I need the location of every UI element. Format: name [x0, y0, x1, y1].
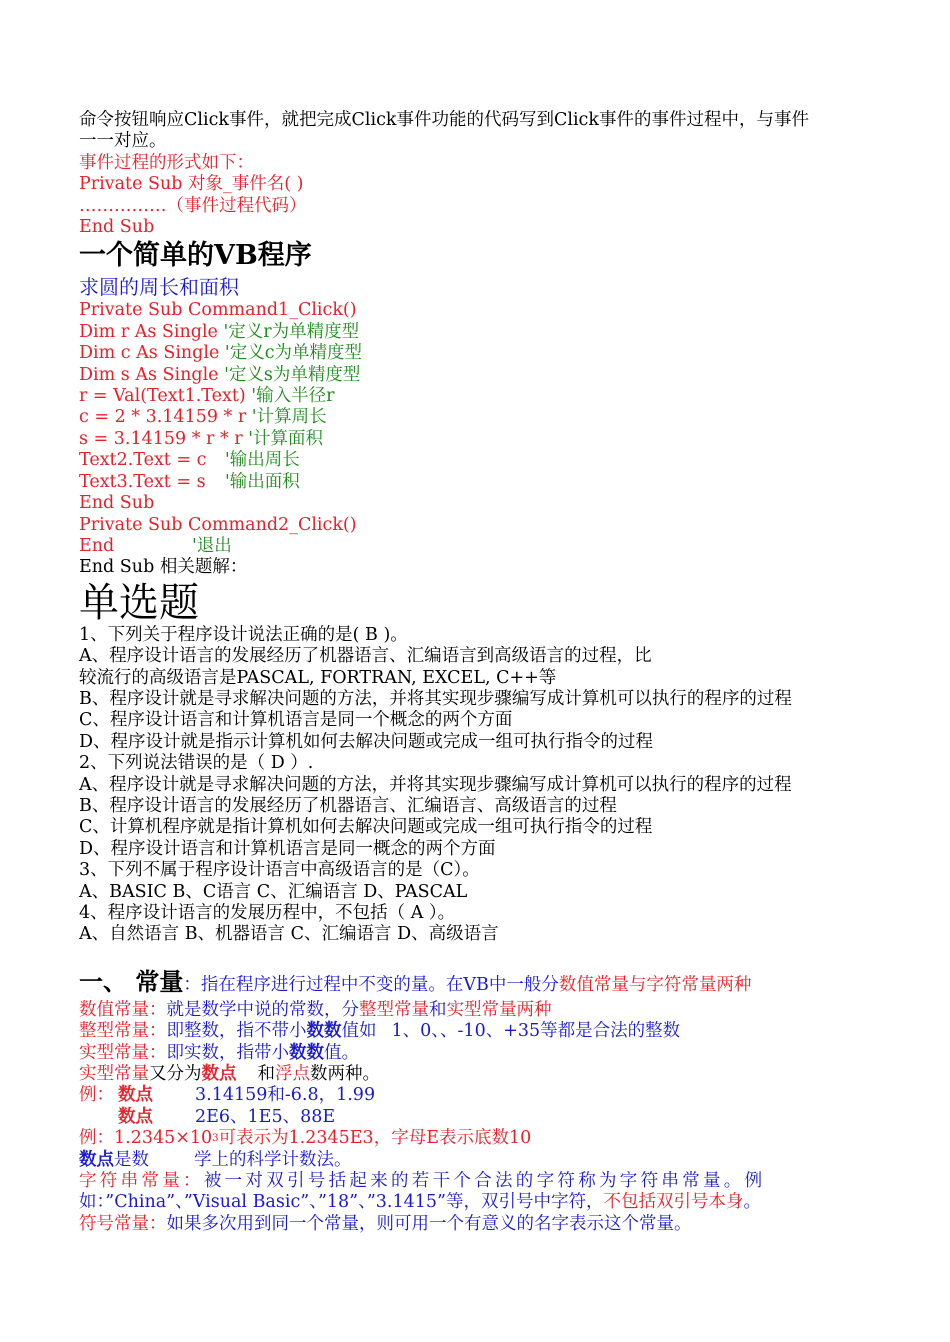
- intro-line: 命令按钮响应Click事件，就把完成Click事件功能的代码写到Click事件的事件过程中，与事件: [79, 110, 809, 130]
- code-line: [79, 472, 879, 493]
- intro-line: Private Sub 对象_事件名( ): [79, 174, 304, 195]
- code-line: [79, 365, 879, 386]
- term-examples: 1、0、、-10、+35等都是合法的整数: [391, 1021, 681, 1042]
- term-label: 整型常量：: [79, 1021, 167, 1042]
- scientific-note-line: [79, 1150, 879, 1171]
- term-text: 如：”China”、”Visual Basic”、”18”、”3.1415”等，双引号中字符，: [79, 1192, 604, 1213]
- quiz-line: 1、下列关于程序设计说法正确的是( B )。: [79, 624, 408, 645]
- quiz-line: 较流行的高级语言是PASCAL, FORTRAN, EXCEL, C++等: [79, 667, 557, 688]
- term-label: 符号常量：: [79, 1213, 167, 1234]
- quiz-heading: 单选题: [79, 579, 199, 626]
- program-subtitle: 求圆的周长和面积: [79, 275, 239, 300]
- code-text: Private Sub Command1_Click(): [79, 300, 357, 321]
- example-values: 2E6、1E5、88E: [195, 1106, 336, 1127]
- code-text: Private Sub Command2_Click(): [79, 514, 357, 535]
- string-constant-line: [79, 1171, 879, 1192]
- term-text: 值。: [324, 1042, 359, 1063]
- quiz-line: 3、下列不属于程序设计语言中高级语言的是（C）。: [79, 860, 480, 881]
- term-text: 就是数学中说的常数，分: [166, 999, 359, 1020]
- code-text: c = 2 * 3.14159 * r: [79, 407, 252, 428]
- code-text: s = 3.14159 * r * r: [79, 428, 249, 449]
- term-emphasis: 实型常量两种: [446, 999, 552, 1020]
- term-emphasis: 实型常量: [79, 1064, 149, 1085]
- quiz-line: 4、程序设计语言的发展历程中，不包括（ A ）。: [79, 903, 456, 923]
- string-constant-line: [79, 1192, 879, 1213]
- code-comment: '定义c为单精度型: [224, 343, 363, 364]
- term-text: 被一对双引号括起来的若干个合法的字符称为字符串常量。例: [203, 1171, 766, 1192]
- term-label: 数值常量：: [79, 999, 167, 1020]
- intro-line: ……………（事件过程代码）: [79, 195, 307, 216]
- term-text: 数数: [306, 1021, 342, 1042]
- program-end-line: End Sub 相关题解：: [79, 557, 248, 578]
- code-comment: '计算周长: [251, 407, 327, 428]
- term-text: 和: [257, 1064, 275, 1085]
- code-line: [79, 407, 879, 428]
- term-text: 即整数，指不带小: [166, 1021, 307, 1042]
- term-text: 数两种。: [310, 1064, 380, 1085]
- code-text: Dim s As Single: [79, 364, 225, 385]
- term-text: 即实数，指带小: [166, 1042, 289, 1063]
- sci-text: 例：1.2345×10: [79, 1128, 213, 1149]
- code-line: [79, 386, 879, 407]
- intro-line: End Sub: [79, 217, 155, 238]
- code-line: [79, 493, 879, 514]
- quiz-line: D、程序设计语言和计算机语言是同一概念的两个方面: [79, 838, 496, 859]
- term-label: 实型常量：: [79, 1042, 167, 1063]
- spacer: [79, 946, 879, 966]
- quiz-line: A、BASIC B、C语言 C、汇编语言 D、PASCAL: [79, 881, 468, 902]
- code-comment: '定义s为单精度型: [224, 364, 361, 385]
- intro-line: 事件过程的形式如下：: [79, 152, 254, 173]
- term-text: 数数: [289, 1042, 324, 1063]
- code-line: [79, 515, 879, 536]
- term-label: 字符串常量：: [79, 1171, 204, 1192]
- term-text: 和: [429, 999, 447, 1020]
- quiz-line: A、程序设计语言的发展经历了机器语言、汇编语言到高级语言的过程，比: [79, 646, 652, 667]
- term-emphasis: 整型常量: [359, 999, 429, 1020]
- code-comment: '退出: [192, 535, 232, 556]
- code-block: [79, 300, 879, 557]
- code-text: Text3.Text = s: [79, 471, 206, 492]
- code-comment: '输出面积: [225, 471, 300, 492]
- document-content: [79, 110, 879, 1235]
- quiz-line: B、程序设计语言的发展经历了机器语言、汇编语言、高级语言的过程: [79, 795, 617, 816]
- sci-exponent: 3: [212, 1133, 219, 1145]
- code-comment: '输入半径r: [251, 386, 335, 407]
- colon: ：: [183, 974, 201, 995]
- term-text: 又分为: [149, 1064, 202, 1085]
- code-line: [79, 429, 879, 450]
- symbol-constant-line: [79, 1214, 879, 1235]
- quiz-line: B、程序设计就是寻求解决问题的方法，并将其实现步骤编写成计算机可以执行的程序的过程: [79, 688, 792, 709]
- real-constant-line: [79, 1043, 879, 1064]
- quiz-line: 2、下列说法错误的是（ D ）.: [79, 753, 314, 774]
- code-comment: '计算面积: [248, 428, 323, 449]
- example-kind: 数点: [118, 1085, 153, 1106]
- constants-definition: [79, 966, 879, 1000]
- code-text: Dim r As Single: [79, 321, 224, 342]
- code-line: [79, 450, 879, 471]
- term-text: 。: [743, 1192, 761, 1213]
- code-text: End Sub: [79, 493, 155, 514]
- example-line: [79, 1085, 879, 1106]
- example-label: 例：: [79, 1085, 114, 1106]
- term-emphasis: 数点: [79, 1149, 114, 1170]
- code-text: r = Val(Text1.Text): [79, 386, 252, 407]
- code-text: End: [79, 535, 115, 556]
- example-line: [79, 1107, 879, 1128]
- term-emphasis: 浮点: [275, 1064, 310, 1085]
- quiz-line: A、自然语言 B、机器语言 C、汇编语言 D、高级语言: [79, 924, 499, 945]
- code-line: [79, 300, 879, 321]
- scientific-example-line: [79, 1128, 879, 1149]
- code-comment: '定义r为单精度型: [223, 321, 360, 342]
- numeric-constant-line: [79, 1000, 879, 1021]
- code-line: [79, 536, 879, 557]
- constants-heading: 一、 常量: [79, 966, 184, 996]
- code-comment: '输出周长: [225, 450, 300, 471]
- example-values: 3.14159和-6.8，1.99: [195, 1085, 376, 1106]
- term-text: 值如: [341, 1021, 377, 1042]
- term-emphasis: 不包括双引号本身: [603, 1192, 744, 1213]
- code-line: [79, 343, 879, 364]
- quiz-line: D、程序设计就是指示计算机如何去解决问题或完成一组可执行指令的过程: [79, 731, 654, 752]
- quiz-list: [79, 625, 879, 946]
- real-types-line: [79, 1064, 879, 1085]
- sci-text: 可表示为1.2345E3，字母E表示底数10: [218, 1128, 532, 1149]
- code-line: [79, 322, 879, 343]
- quiz-line: C、计算机程序就是指计算机如何去解决问题或完成一组可执行指令的过程: [79, 817, 653, 838]
- term-text: 学上的科学计数法。: [194, 1149, 352, 1170]
- integer-constant-line: [79, 1021, 879, 1042]
- example-kind: 数点: [118, 1106, 153, 1127]
- code-text: Dim c As Single: [79, 343, 225, 364]
- quiz-line: A、程序设计就是寻求解决问题的方法，并将其实现步骤编写成计算机可以执行的程序的过程: [79, 774, 792, 795]
- definition-text: 指在程序进行过程中不变的量。在VB中一般分: [200, 974, 559, 995]
- quiz-line: C、程序设计语言和计算机语言是同一个概念的两个方面: [79, 710, 513, 731]
- definition-emphasis: 数值常量与字符常量两种: [558, 974, 752, 995]
- term-text: 如果多次用到同一个常量，则可用一个有意义的名字表示这个常量。: [166, 1213, 692, 1234]
- term-emphasis: 数点: [201, 1064, 237, 1085]
- program-heading: 一个简单的VB程序: [79, 240, 312, 272]
- term-text: 是数: [114, 1149, 149, 1170]
- code-text: Text2.Text = c: [79, 450, 207, 471]
- intro-line: 一一对应。: [79, 131, 167, 152]
